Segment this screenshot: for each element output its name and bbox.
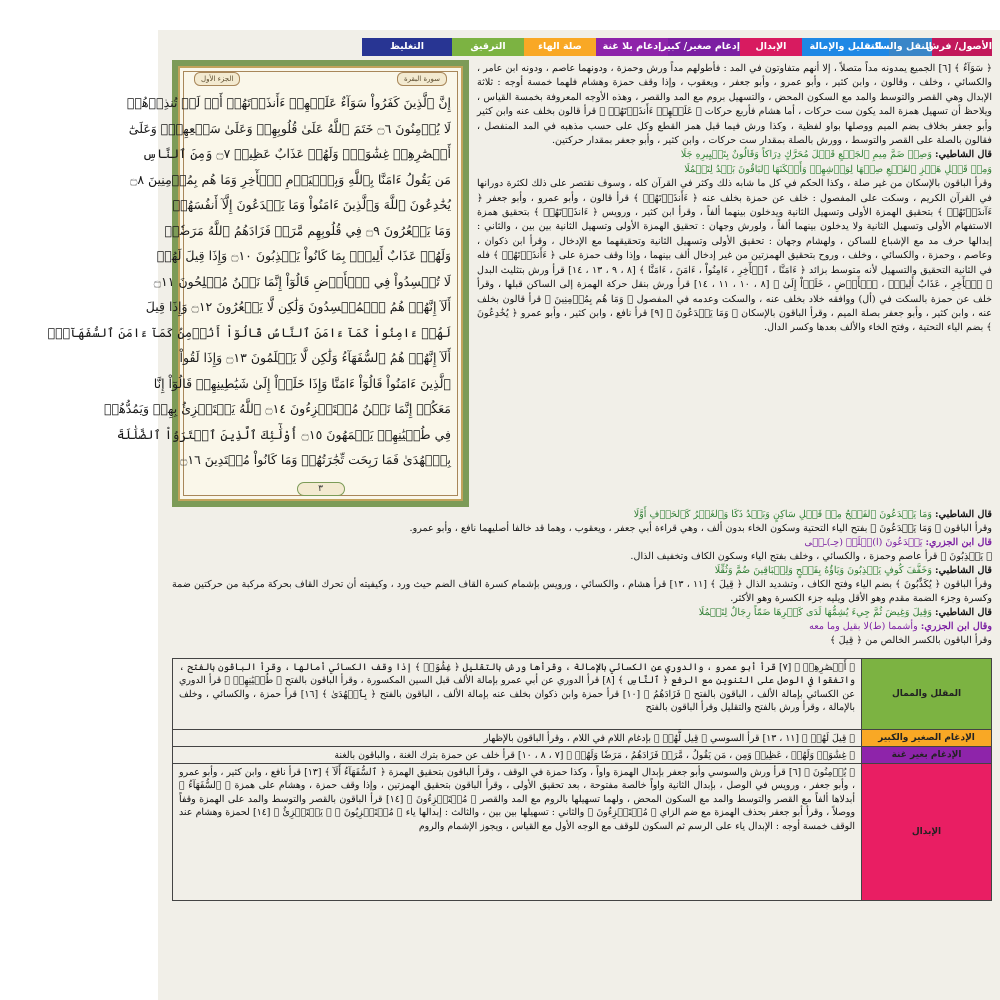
- jazari-verse: [172, 536, 992, 550]
- poem-line: وَمِنۡ قَبۡلِ هَمۡزِ ٱلقَطۡعِ صِلۡهَا لِوَرۡشِهِمۡ وَأَسۡكَنَهَا ٱلبَاقُونَ بَعۡدُ لِتَكۡمُلَا: [684, 163, 992, 175]
- table-row-header: الإبدال: [861, 764, 991, 900]
- table-row-text: ﴿ غِشَٰوَةٞ وَلَهُمۡ ، عَظِيمٞ وَمِن ، مَن يَقُولُ ، مَّرَضٞ فَزَادَهُمُ ، مَرَضٗا وَلَهُمۡ ﴾ [٧ ، ٨ ، ١٠] قرأ خلف عن حمزة بترك الغنة ، والباقون بالغنة: [334, 750, 855, 761]
- table-row: [173, 659, 991, 730]
- shatibi-text: وَمَا يَخۡدَعُونَ ٱلفَتۡحُ مِنۡ قَبۡلِ سَاكِنٍ وَبَعۡدُ ذَكَا وَٱلغَيۡرُ كَٱلحَرۡفِ أَوَّلَا: [633, 509, 932, 520]
- shatibi-label: قال الشاطبي:: [935, 149, 992, 161]
- verse-line: فِي طُغۡيَٰنِهِمۡ يَعۡمَهُونَ ۝١٥ أُوْلَٰٓئِكَ ٱلَّذِينَ ٱشۡتَرَوُاْ ٱلضَّلَٰلَةَ: [116, 426, 451, 442]
- shatibi-text: وَصِلۡ ضَمَّ مِيمِ ٱلجَمۡعِ قَبۡلَ مُحَرَّكٍ دِرَاكاً وَقَالُونٌ بِتَخۡيِيرِهِ جَلَا: [680, 149, 932, 161]
- commentary-paragraph: وقرأ الباقون بالإسكان من غير صلة ، وكذا الحكم في كل ما شابه ذلك وكثر في القرآن كله ، وسوف نقتصر على ذلك لكثرة دورانها في القرآن الكريم ، وسكت على المفصول : خلف عن حمزة بخلف عنه ﴿ ءَأَنذَرۡتَهُمۡ ﴾ قرأ قالون ، وأبو عمرو ، وأبو جعفر ﴿ ءَآنذَرۡتَهُمۡ ﴾ بتحقيق الهمزة الأولى وتسهيل الثانية ويدخلون بينهما ألفاً ، وقرأ ابن كثير ، ورويس ﴿ ءَانذَرۡتَهُمۡ ﴾ بتحقيق همزة الاستفهام الأولى وتسهيل الثانية ولا يدخلون بينهما ألفاً ، ولورش وجهان : تحقيق الهمزة الأولى وتسهيل الثانية بين بين ، والثاني : إبدالها حرف مد مع الإشباع للساكن ، ولهشام وجهان : تحقيق الأولى وتسهيل الثانية وتحقيقهما مع الإدخال ، وقرأ ابن ذكوان ، وعاصم ، وحمزة ، والكسائي ، وخلف ، وروح بتحقيق الهمزتين من غير إدخال ألف بينهما ، وإذا وقف حمزة على ﴿ ءَأَنذَرۡتَهُمۡ ﴾ فله في الثانية التحقيق والتسهيل لأنه متوسط بزائد ﴿ ءَامَنَّا ، ٱلۡأٓخِرِ ، ءَامِنُواْ ، ءَامَنَ ، ءَامَنَّا ﴾ [٨ ، ٩ ، ١٣ ، ١٤] قرأ ورش بتثليث البدل ﴿ ٱلۡأٓخِرِ ، عَذَابٌ أَلِيمُۢ ، ٱلۡأَرۡضِ ، خَلَوۡاْ إِلَىٰ ﴾ [٨ ، ١٠ ، ١١ ، ١٤] قرأ ورش بنقل حركة الهمزة إلى الساكن قبلها ، وقرأ خلف عن حمزة بالسكت في (أل) ووافقه خلاد بخلف عنه ، والسكت وعدمه في المفصول ﴿ وَمَا هُم بِمُؤۡمِنِينَ ﴾ قرأ قالون بخلف عنه ، وابن كثير ، وأبو جعفر بصلة الميم ، وقرأ الباقون بالإسكان ﴿ وَمَا يَخۡدَعُونَ ﴾ [٩] قرأ نافع ، وابن كثير ، وأبو عمرو ﴿ يُخَٰدِعُونَ ﴾ بضم الياء التحتية ، وفتح الخاء والألف بعدها وكسر الدال.: [477, 178, 993, 334]
- verse-line: وَلَهُمۡ عَذَابٌ أَلِيمُۢ بِمَا كَانُواْ يَكۡذِبُونَ ۝١٠ وَإِذَا قِيلَ لَهُمۡ: [156, 248, 451, 263]
- table-row-header: الإدغام بغير غنة: [861, 747, 991, 763]
- mushaf-verses: [47, 90, 451, 477]
- table-row-text: ﴿ يُؤۡمِنُونَ ﴾ [٦] قرأ ورش والسوسي وأبو جعفر بإبدال الهمزة واواً ، وكذا حمزة في الوقف ، وقرأ الباقون بتحقيق الهمزة ﴿ ٱلسُّفَهَآءُ أَلَآ ﴾ [١٣] قرأ نافع ، وابن كثير ، وأبو عمرو ، وأبو جعفر ، ورويس في الوصل ، بإبدال الثانية واواً خالصة مفتوحة ، بعد تحقيق الأولى ، وقرأ الباقون بتحقيق الهمزتين ، وإذا وقف حمزة ، وهشام على همزة ﴿ ٱلسُّفَهَآءُ ﴾ أبدلاها ألفاً مع القصر والتوسط والمد مع السكون المحض ، ولهما تسهيلها بالروم مع المد والقصر ﴿ مُسۡتَهۡزِءُونَ ﴾ [١٤] قرأ الباقون بالقصر والتوسط والمد على الهمزة وقفاً ووصلاً ، وقرأ أبو جعفر بحذف الهمزة مع ضم الزاي ﴿ مُسۡتَهۡزِءُونَ ﴾ والثاني : تسهيلها بين بين ، والثالث : إبدالها ياء ﴿ مُسۡتَهۡزِيُونَ ﴾ ﴿ يَسۡتَهۡزِئُ ﴾ [١٤] لحمزة وهشام عند الوقف خمسة أوجه : الإبدال ياء على الرسم ثم السكون للوقف مع الوجه الأول مع القياس ، ويجوز الإشمام والروم: [179, 767, 856, 832]
- verse-line: وَمَا يَشۡعُرُونَ ۝٩ فِي قُلُوبِهِم مَّرَضٞ فَزَادَهُمُ ٱللَّهُ مَرَضٗاۖ: [164, 222, 451, 238]
- jazari-text: وأشمما (ط)لا بقيل وما معه: [809, 621, 918, 632]
- table-row: [173, 747, 991, 764]
- left-margin: [0, 0, 158, 1000]
- commentary-paragraph: وقرأ الباقون ﴿ يُكَذِّبُونَ ﴾ بضم الياء وفتح الكاف ، وتشديد الذال ﴿ قِيلَ ﴾ [١١ ، ١٣] قرأ هشام ، والكسائي ، ورويس بإشمام كسرة القاف الضم حيث ورد ، وكيفيته أن تحرك القاف بحركة مركبة من حركتين ضمة وكسرة وجزء الضمة مقدم وهو الأقل ويليه جزء الكسرة وهو الأكثر.: [172, 579, 993, 604]
- table-row-header: المقلل والممال: [861, 659, 991, 729]
- legend-tab: التقليل والإمالة: [802, 38, 889, 56]
- jazari-label: وقال ابن الجزري:: [920, 621, 992, 632]
- shatibi-verse: [477, 148, 992, 162]
- mushaf-header: [194, 72, 447, 86]
- commentary-column: [477, 62, 992, 336]
- verse-line: مَن يَقُولُ ءَامَنَّا بِٱللَّهِ وَبِٱلۡيَوۡمِ ٱلۡأٓخِرِ وَمَا هُم بِمُؤۡمِنِينَ ۝٨: [130, 171, 451, 187]
- shatibi-label: قال الشاطبي:: [935, 509, 992, 520]
- verse-line: إِنَّ ٱلَّذِينَ كَفَرُواْ سَوَآءٌ عَلَيۡهِمۡ ءَأَنذَرۡتَهُمۡ أَمۡ لَمۡ تُنذِرۡهُمۡ: [127, 95, 451, 110]
- legend-tab: النقل والسكت: [889, 38, 932, 56]
- juz-label: الجزء الأول: [194, 72, 240, 86]
- shatibi-text: وَقِيلَ وَغِيضَ ثُمَّ جِيءَ يُشِمُّهَا لَدَى كَسۡرِهَا ضَمّاً رِجَالٌ لِتَكۡمُلَا: [698, 607, 932, 618]
- verse-line: لَا يُؤۡمِنُونَ ۝٦ خَتَمَ ٱللَّهُ عَلَىٰ قُلُوبِهِمۡ وَعَلَىٰ سَمۡعِهِمۡۖ وَعَلَىٰٓ: [128, 120, 451, 136]
- shatibi-verse: [172, 606, 992, 620]
- table-row-text: ﴿ قِيلَ لَهُمۡ ﴾ [١١ ، ١٣] قرأ السوسي ﴿ قِيل لَّهُمۡ ﴾ بإدغام اللام في اللام ، وقرأ الباقون بالإظهار: [483, 733, 855, 744]
- verse-line: بِٱلۡهُدَىٰ فَمَا رَبِحَت تِّجَٰرَتُهُمۡ وَمَا كَانُواْ مُهۡتَدِينَ ۝١٦: [180, 452, 451, 467]
- rules-table: [172, 658, 992, 901]
- table-row-header: الإدغام الصغير والكبير: [861, 730, 991, 746]
- verse-line: أَلَآ إِنَّهُمۡ هُمُ ٱلۡمُفۡسِدُونَ وَلَٰكِن لَّا يَشۡعُرُونَ ۝١٢ وَإِذَا قِيلَ: [145, 299, 451, 314]
- commentary-paragraph: وقرأ الباقون بالكسر الخالص من ﴿ قِيلَ ﴾: [830, 635, 992, 646]
- legend-tab: التغليظ: [362, 38, 452, 56]
- verse-line: مَعَكُمۡ إِنَّمَا نَحۡنُ مُسۡتَهۡزِءُونَ ۝١٤ ٱللَّهُ يَسۡتَهۡزِئُ بِهِمۡ وَيَمُدُّهُمۡ: [104, 401, 451, 416]
- verse-line: يُخَٰدِعُونَ ٱللَّهَ وَٱلَّذِينَ ءَامَنُواْ وَمَا يَخۡدَعُونَ إِلَّآ أَنفُسَهُمۡ: [172, 197, 451, 212]
- legend-tab: إدغام صغير/ كبير: [668, 38, 740, 56]
- legend-tab: إدغام بلا غنة: [596, 38, 668, 56]
- jazari-text: يَخۡدَعُونَ (ا)عۡلَمۡ (حِـ)ـجۡى: [804, 537, 923, 548]
- legend-tab: الإبدال: [740, 38, 802, 56]
- jazari-label: قال ابن الجزري:: [925, 537, 992, 548]
- surah-label: سورة البقرة: [397, 72, 447, 86]
- verse-line: لَهُمۡ ءَامِنُواْ كَمَآ ءَامَنَ ٱلنَّاسُ قَالُوٓاْ أَنُؤۡمِنُ كَمَآ ءَامَنَ ٱلسُّفَهَآءُۗ: [47, 324, 451, 340]
- verse-line: ٱلَّذِينَ ءَامَنُواْ قَالُوٓاْ ءَامَنَّا وَإِذَا خَلَوۡاْ إِلَىٰ شَيَٰطِينِهِمۡ قَالُوٓاْ إِنَّا: [153, 375, 451, 391]
- verse-line: أَبۡصَٰرِهِمۡ غِشَٰوَةٞۖ وَلَهُمۡ عَذَابٌ عَظِيمٞ ۝٧ وَمِنَ ٱلنَّاسِ: [142, 146, 451, 161]
- verse-line: لَا تُفۡسِدُواْ فِي ٱلۡأَرۡضِ قَالُوٓاْ إِنَّمَا نَحۡنُ مُصۡلِحُونَ ۝١١: [153, 273, 451, 289]
- shatibi-verse: [172, 564, 992, 578]
- mushaf-page-frame: [47, 60, 469, 507]
- commentary-paragraph: وقرأ الباقون ﴿ وَمَا يَخۡدَعُونَ ﴾ بفتح الياء التحتية وسكون الخاء بدون ألف ، وهي قراءة أبي جعفر ، ويعقوب ، وهما قد خالفا أصليهما نافع ، وأبو عمرو.: [409, 523, 992, 534]
- legend-tab: الأصول/ فرش: [932, 38, 992, 56]
- jazari-verse: [172, 620, 992, 634]
- shatibi-label: قال الشاطبي:: [935, 565, 992, 576]
- commentary-lower: [172, 508, 992, 648]
- verse-line: أَلَآ إِنَّهُمۡ هُمُ ٱلسُّفَهَآءُ وَلَٰكِن لَّا يَعۡلَمُونَ ۝١٣ وَإِذَا لَقُواْ: [179, 350, 451, 365]
- color-legend-bar: [170, 38, 992, 56]
- table-row: [173, 730, 991, 747]
- legend-tab: صلة الهاء: [524, 38, 596, 56]
- page-number: ٣: [297, 482, 345, 496]
- table-row: [173, 764, 991, 900]
- shatibi-text: وَخَفَّفَ كُوفٍ يَكۡذِبُونَ وَيَاؤُهُ بِفَتۡحٍ وَلِلۡبَاقِينَ ضُمَّ وَثُقِّلَا: [714, 565, 932, 576]
- shatibi-verse: [172, 508, 992, 522]
- legend-tab: الترقيق: [452, 38, 524, 56]
- commentary-paragraph: ﴿ يَكۡذِبُونَ ﴾ قرأ عاصم وحمزة ، والكسائي ، وخلف بفتح الياء وسكون الكاف وتخفيف الذال.: [630, 551, 992, 562]
- shatibi-label: قال الشاطبي:: [935, 607, 992, 618]
- commentary-paragraph: ﴿ سَوَآءٌ ﴾ [٦] الجميع يمدونه مداً متصلاً ، إلا أنهم متفاوتون في المد : فأطولهم مداً ورش وحمزة ، ودونهما عاصم ، ودونه ابن عامر ، والكسائي ، وخلف ، وقالون ، وابن كثير ، وأبو عمرو ، وأبو جعفر ، ويعقوب ، وإذا وقف حمزة وهشام فلهما خمسة أوجه : ثلاثة الإبدال وهي القصر والتوسط والمد مع السكون المحض ، والتسهيل بروم مع المد والقصر ، وهذه الأوجه المعروفة بخمسة القياس ، ويلاحظ أن تسهيل همزة المد يكون ست حركات ، أما هشام فأربع حركات ﴿ عَلَيۡهِمۡ ءَأَنذَرۡتَهُمۡ ﴾ قرأ قالون بخلف عنه وابن كثير وأبو جعفر بخلاف بضم الميم ووصلها بواو لفظية ، وكذا ورش فيما قبل همز القطع وكل على حسب مذهبه في المد المنفصل ، فقالون بالصلة على القصر والتوسط ، وورش بالصلة بمقدار ست حركات ، وابن كثير ، وأبو جعفر بمقدار حركتين.: [477, 63, 992, 147]
- table-row-text: ﴿ أَبۡصَٰرِهِمۡ ﴾ [٧] قرأ أبو عمرو ، والدوري عن الكسائي بالإمالة ، وقرأها ورش بالتقليل ﴿ غِشَٰوَةٞ ﴾ إذا وقف الكسائي أمالها ، وقرأ الباقون بالفتح ، واتفقوا في الوصل على التنوين مع الرفع ﴿ ٱلنَّاسِ ﴾ [٨] قرأ الدوري عن أبي عمرو بإمالة الألف قبل السين المكسورة ، وقرأ الباقون بالفتح ﴿ طُغۡيَٰنِهِمۡ ﴾ قرأ الدوري عن الكسائي بإمالة الألف ، الباقون بالفتح ﴿ فَزَادَهُمُ ﴾ [١٠] قرأ حمزة وابن ذكوان بخلف عنه بإمالة الألف ، الباقون بالفتح ﴿ بِٱلۡهُدَىٰ ﴾ [١٦] قرأ حمزة ، والكسائي ، وخلف بالإمالة ، وقرأ ورش بالفتح والتقليل وقرأ الباقون بالفتح: [179, 662, 856, 714]
